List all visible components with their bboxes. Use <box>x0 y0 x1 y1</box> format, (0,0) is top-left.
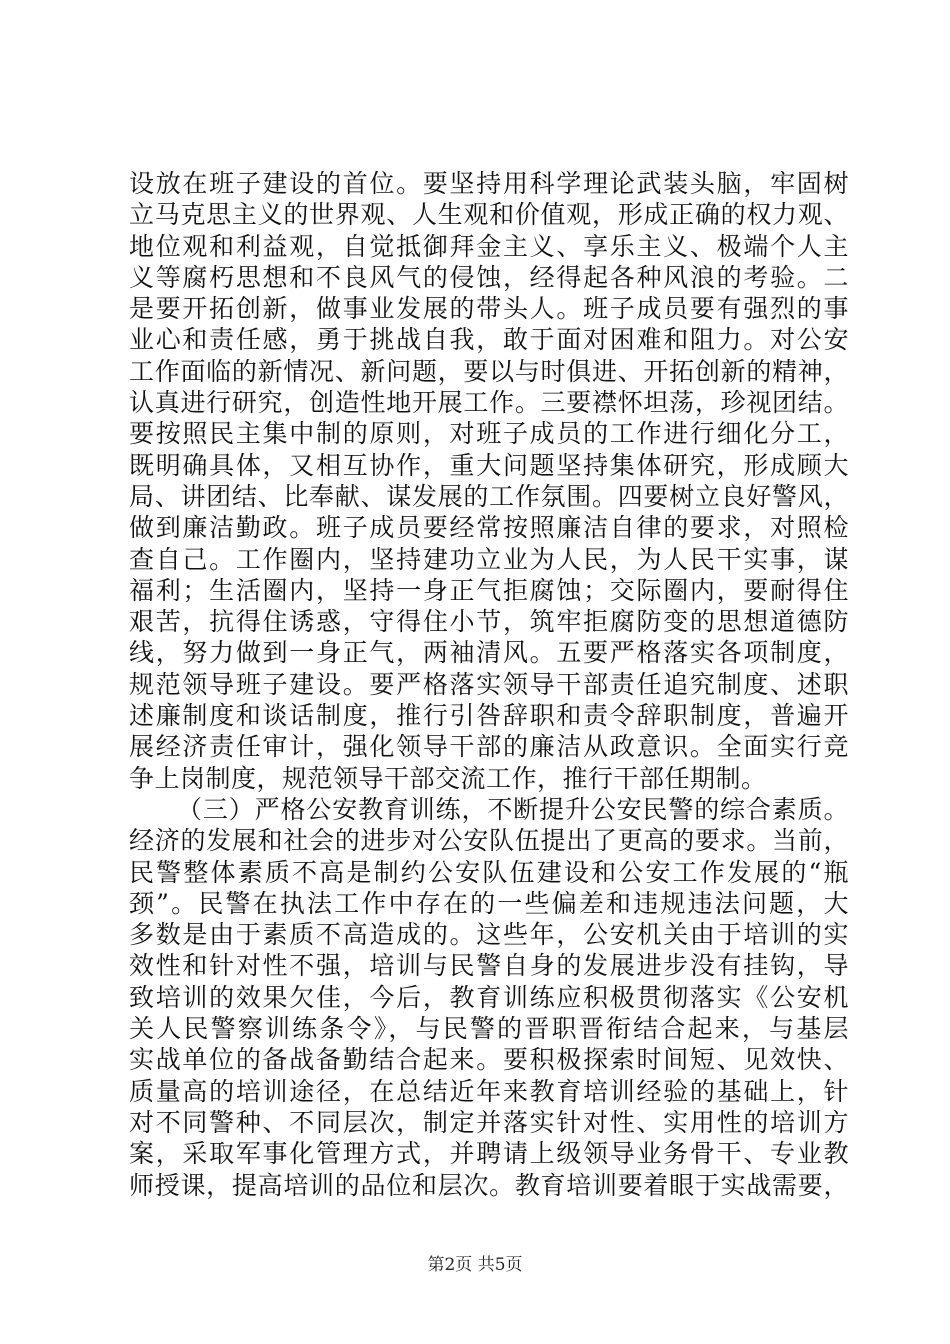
section-heading-line: （三）严格公安教育训练，不断提升公安民警的综合素质。 <box>177 794 849 824</box>
text-line: 做到廉洁勤政。班子成员要经常按照廉洁自律的要求，对照检 <box>129 513 849 543</box>
text-line: 效性和针对性不强，培训与民警自身的发展进步没有挂钩，导 <box>129 951 849 981</box>
text-line: 查自己。工作圈内，坚持建功立业为人民，为人民干实事，谋 <box>129 544 849 574</box>
text-line: 局、讲团结、比奉献、谋发展的工作氛围。四要树立良好警风， <box>129 481 849 511</box>
page-footer: 第2页 共5页 <box>427 1255 523 1275</box>
text-line: 艰苦，抗得住诱惑，守得住小节，筑牢拒腐防变的思想道德防 <box>129 607 849 637</box>
text-line: 民警整体素质不高是制约公安队伍建设和公安工作发展的“瓶 <box>129 857 849 887</box>
text-line: 实战单位的备战备勤结合起来。要积极探索时间短、见效快、 <box>129 1045 849 1075</box>
text-line: 工作面临的新情况、新问题，要以与时俱进、开拓创新的精神， <box>129 356 849 386</box>
text-line: 要按照民主集中制的原则，对班子成员的工作进行细化分工， <box>129 419 849 449</box>
text-line: 展经济责任审计，强化领导干部的廉洁从政意识。全面实行竞 <box>129 732 849 762</box>
text-line: 义等腐朽思想和不良风气的侵蚀，经得起各种风浪的考验。二 <box>129 262 849 292</box>
text-line: 规范领导班子建设。要严格落实领导干部责任追究制度、述职 <box>129 669 849 699</box>
text-line: 颈”。民警在执法工作中存在的一些偏差和违规违法问题，大 <box>129 888 849 918</box>
text-line: 是要开拓创新，做事业发展的带头人。班子成员要有强烈的事 <box>129 294 849 324</box>
text-line: 述廉制度和谈话制度，推行引咎辞职和责令辞职制度，普遍开 <box>129 701 849 731</box>
text-line: 师授课，提高培训的品位和层次。教育培训要着眼于实战需要， <box>129 1170 849 1200</box>
paragraph-last-line: 争上岗制度，规范领导干部交流工作，推行干部任期制。 <box>129 763 767 793</box>
text-line: 地位观和利益观，自觉抵御拜金主义、享乐主义、极端个人主 <box>129 231 849 261</box>
body-text <box>129 168 849 1201</box>
text-line: 线，努力做到一身正气，两袖清风。五要严格落实各项制度， <box>129 638 849 668</box>
text-line: 多数是由于素质不高造成的。这些年，公安机关由于培训的实 <box>129 920 849 950</box>
text-line: 案，采取军事化管理方式，并聘请上级领导业务骨干、专业教 <box>129 1139 849 1169</box>
text-line: 质量高的培训途径，在总结近年来教育培训经验的基础上，针 <box>129 1076 849 1106</box>
text-line: 立马克思主义的世界观、人生观和价值观，形成正确的权力观、 <box>129 200 849 230</box>
text-line: 关人民警察训练条令》，与民警的晋职晋衔结合起来，与基层 <box>129 1014 849 1044</box>
text-line: 认真进行研究，创造性地开展工作。三要襟怀坦荡，珍视团结。 <box>129 388 849 418</box>
text-line: 致培训的效果欠佳，今后，教育训练应积极贯彻落实《公安机 <box>129 982 849 1012</box>
text-line: 既明确具体，又相互协作，重大问题坚持集体研究，形成顾大 <box>129 450 849 480</box>
text-line: 业心和责任感，勇于挑战自我，敢于面对困难和阻力。对公安 <box>129 325 849 355</box>
text-line: 设放在班子建设的首位。要坚持用科学理论武装头脑，牢固树 <box>129 169 849 198</box>
text-line: 对不同警种、不同层次，制定并落实针对性、实用性的培训方 <box>129 1107 849 1137</box>
text-line: 福利；生活圈内，坚持一身正气拒腐蚀；交际圈内，要耐得住 <box>129 575 849 605</box>
text-line: 经济的发展和社会的进步对公安队伍提出了更高的要求。当前， <box>129 826 849 856</box>
